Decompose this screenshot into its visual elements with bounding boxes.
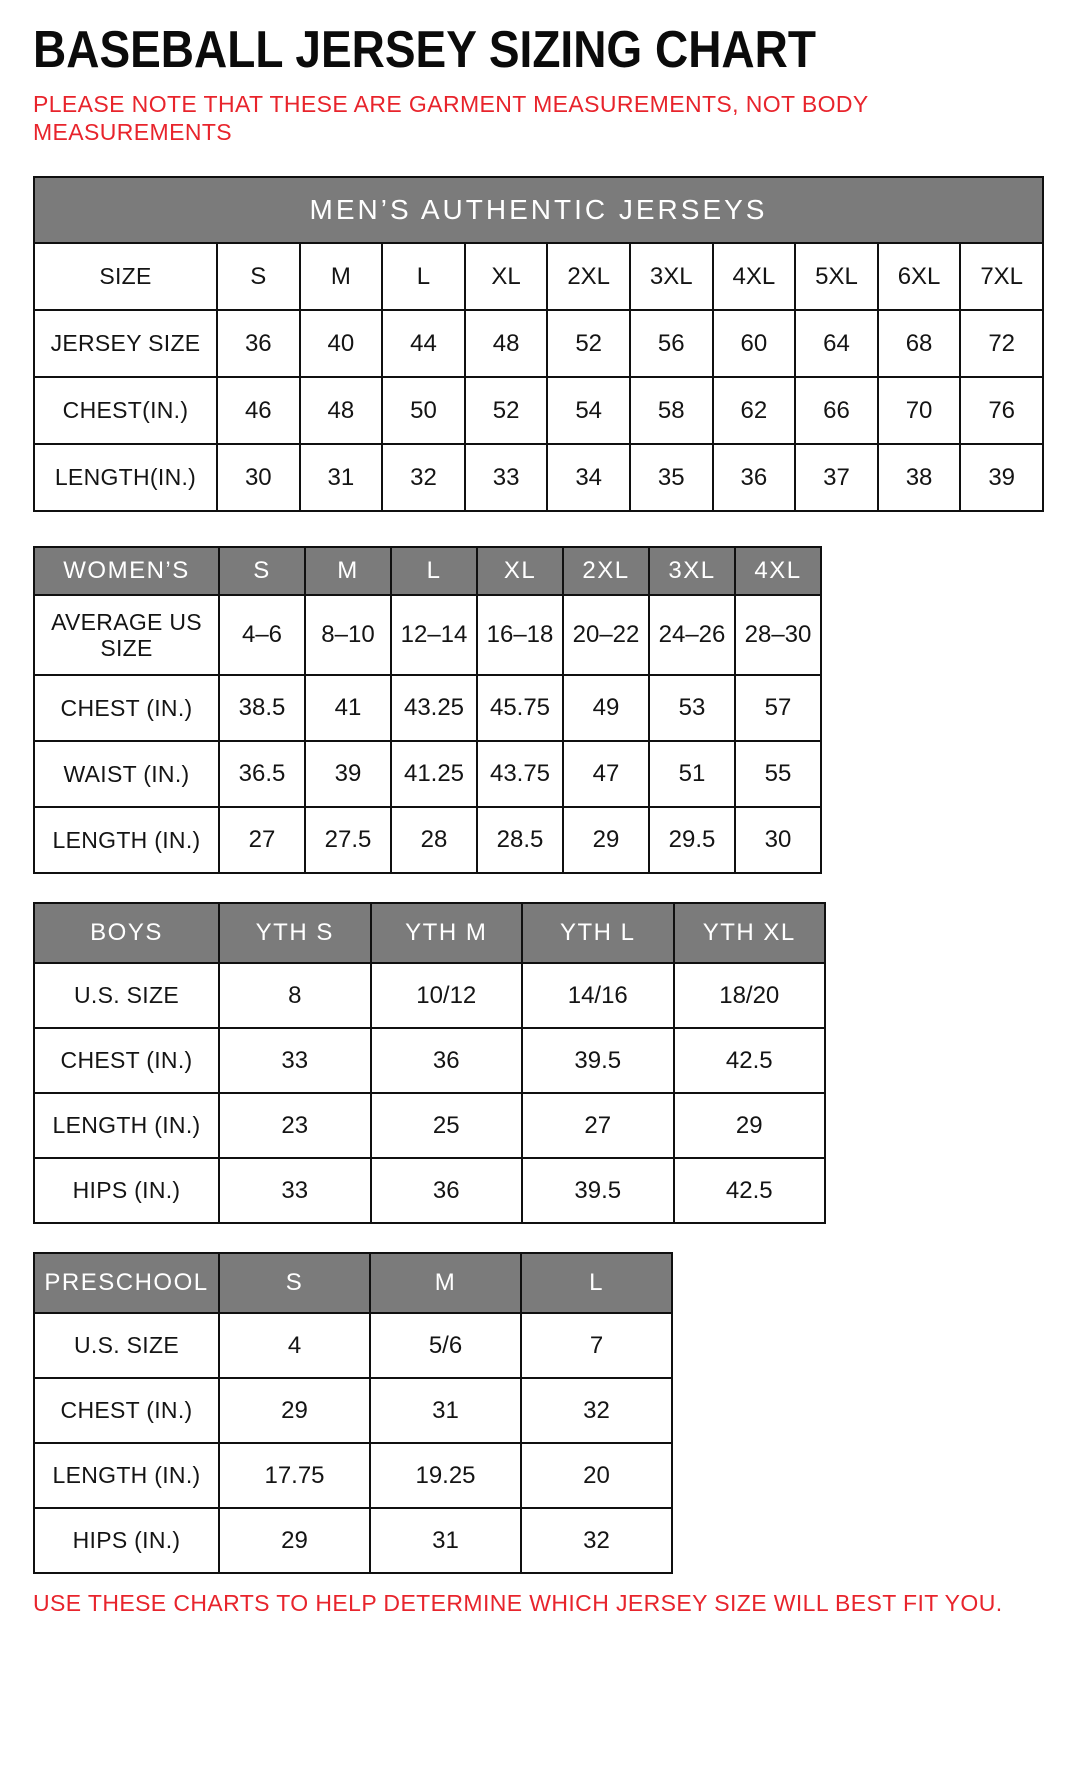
cell: 29 xyxy=(563,807,649,873)
cell: 33 xyxy=(465,444,548,511)
column-header: L xyxy=(521,1253,672,1313)
cell: 36.5 xyxy=(219,741,305,807)
cell: 31 xyxy=(370,1378,521,1443)
cell: 44 xyxy=(382,310,465,377)
cell: 45.75 xyxy=(477,675,563,741)
row-label: LENGTH (IN.) xyxy=(34,1443,219,1508)
cell: 27.5 xyxy=(305,807,391,873)
cell: XL xyxy=(465,243,548,310)
cell: 36 xyxy=(371,1158,523,1223)
table-row xyxy=(34,444,1043,511)
row-label: HIPS (IN.) xyxy=(34,1158,219,1223)
cell: 76 xyxy=(960,377,1043,444)
row-label: U.S. SIZE xyxy=(34,963,219,1028)
cell: 33 xyxy=(219,1158,371,1223)
cell: 20 xyxy=(521,1443,672,1508)
cell: 17.75 xyxy=(219,1443,370,1508)
cell: 39 xyxy=(960,444,1043,511)
row-label: CHEST(IN.) xyxy=(34,377,217,444)
cell: 50 xyxy=(382,377,465,444)
cell: 54 xyxy=(547,377,630,444)
table-header-row xyxy=(34,903,825,963)
cell: 29 xyxy=(219,1508,370,1573)
cell: 35 xyxy=(630,444,713,511)
cell: 43.25 xyxy=(391,675,477,741)
cell: 5/6 xyxy=(370,1313,521,1378)
cell: 27 xyxy=(219,807,305,873)
cell: 32 xyxy=(521,1378,672,1443)
footer-note: USE THESE CHARTS TO HELP DETERMINE WHICH JERSEY SIZE WILL BEST FIT YOU. xyxy=(33,1590,1003,1617)
column-header: YTH XL xyxy=(674,903,826,963)
table-row xyxy=(34,1378,672,1443)
table-row xyxy=(34,1443,672,1508)
table-header-row xyxy=(34,547,821,595)
cell: 24–26 xyxy=(649,595,735,675)
cell: 18/20 xyxy=(674,963,826,1028)
row-label: LENGTH(IN.) xyxy=(34,444,217,511)
cell: 72 xyxy=(960,310,1043,377)
cell: M xyxy=(300,243,383,310)
column-header: YTH M xyxy=(371,903,523,963)
table-row xyxy=(34,310,1043,377)
cell: 57 xyxy=(735,675,821,741)
column-header: YTH L xyxy=(522,903,674,963)
column-header: L xyxy=(391,547,477,595)
cell: 28 xyxy=(391,807,477,873)
cell: 46 xyxy=(217,377,300,444)
row-label: LENGTH (IN.) xyxy=(34,1093,219,1158)
cell: 37 xyxy=(795,444,878,511)
row-label: CHEST (IN.) xyxy=(34,675,219,741)
cell: 55 xyxy=(735,741,821,807)
mens-table-banner: MEN’S AUTHENTIC JERSEYS xyxy=(34,177,1043,243)
table-row xyxy=(34,807,821,873)
cell: 52 xyxy=(547,310,630,377)
cell: 8 xyxy=(219,963,371,1028)
column-header: YTH S xyxy=(219,903,371,963)
cell: 56 xyxy=(630,310,713,377)
cell: 47 xyxy=(563,741,649,807)
womens-sizing-table xyxy=(33,546,822,874)
page-title: BASEBALL JERSEY SIZING CHART xyxy=(33,19,816,79)
row-label: LENGTH (IN.) xyxy=(34,807,219,873)
table-row xyxy=(34,1093,825,1158)
table-row xyxy=(34,1028,825,1093)
cell: 25 xyxy=(371,1093,523,1158)
table-row xyxy=(34,963,825,1028)
cell: 28–30 xyxy=(735,595,821,675)
cell: 32 xyxy=(382,444,465,511)
table-row xyxy=(34,595,821,675)
column-header: XL xyxy=(477,547,563,595)
cell: 7XL xyxy=(960,243,1043,310)
cell: 43.75 xyxy=(477,741,563,807)
cell: 16–18 xyxy=(477,595,563,675)
cell: 12–14 xyxy=(391,595,477,675)
cell: 29.5 xyxy=(649,807,735,873)
cell: 6XL xyxy=(878,243,961,310)
cell: 29 xyxy=(219,1378,370,1443)
cell: 52 xyxy=(465,377,548,444)
cell: 68 xyxy=(878,310,961,377)
table-row xyxy=(34,675,821,741)
cell: 30 xyxy=(217,444,300,511)
row-label: CHEST (IN.) xyxy=(34,1028,219,1093)
table-row xyxy=(34,741,821,807)
preschool-sizing-table xyxy=(33,1252,673,1574)
column-header: S xyxy=(219,547,305,595)
table-row xyxy=(34,1158,825,1223)
cell: 42.5 xyxy=(674,1028,826,1093)
cell: 40 xyxy=(300,310,383,377)
table-row xyxy=(34,243,1043,310)
cell: 14/16 xyxy=(522,963,674,1028)
cell: 28.5 xyxy=(477,807,563,873)
cell: 60 xyxy=(713,310,796,377)
cell: 34 xyxy=(547,444,630,511)
cell: 48 xyxy=(300,377,383,444)
measurement-note: PLEASE NOTE THAT THESE ARE GARMENT MEASUREMENTS, NOT BODY MEASUREMENTS xyxy=(33,91,869,146)
cell: 5XL xyxy=(795,243,878,310)
cell: 62 xyxy=(713,377,796,444)
cell: 38 xyxy=(878,444,961,511)
cell: 42.5 xyxy=(674,1158,826,1223)
cell: 51 xyxy=(649,741,735,807)
cell: 39.5 xyxy=(522,1158,674,1223)
cell: 32 xyxy=(521,1508,672,1573)
cell: 36 xyxy=(371,1028,523,1093)
cell: 4–6 xyxy=(219,595,305,675)
row-label: CHEST (IN.) xyxy=(34,1378,219,1443)
cell: 30 xyxy=(735,807,821,873)
cell: 49 xyxy=(563,675,649,741)
table-row xyxy=(34,1508,672,1573)
row-label: AVERAGE US SIZE xyxy=(34,595,219,675)
cell: 36 xyxy=(713,444,796,511)
column-header: 3XL xyxy=(649,547,735,595)
cell: L xyxy=(382,243,465,310)
table-row xyxy=(34,177,1043,243)
cell: 7 xyxy=(521,1313,672,1378)
row-label: WAIST (IN.) xyxy=(34,741,219,807)
row-label: HIPS (IN.) xyxy=(34,1508,219,1573)
column-header: M xyxy=(305,547,391,595)
cell: 2XL xyxy=(547,243,630,310)
row-label: JERSEY SIZE xyxy=(34,310,217,377)
cell: 29 xyxy=(674,1093,826,1158)
cell: S xyxy=(217,243,300,310)
table-row xyxy=(34,1313,672,1378)
cell: 36 xyxy=(217,310,300,377)
cell: 33 xyxy=(219,1028,371,1093)
cell: 31 xyxy=(300,444,383,511)
column-header: BOYS xyxy=(34,903,219,963)
cell: 41 xyxy=(305,675,391,741)
cell: 23 xyxy=(219,1093,371,1158)
column-header: 2XL xyxy=(563,547,649,595)
boys-sizing-table xyxy=(33,902,826,1224)
table-header-row xyxy=(34,1253,672,1313)
column-header: 4XL xyxy=(735,547,821,595)
cell: 64 xyxy=(795,310,878,377)
mens-sizing-table xyxy=(33,176,1044,512)
column-header: WOMEN’S xyxy=(34,547,219,595)
cell: 4XL xyxy=(713,243,796,310)
cell: 58 xyxy=(630,377,713,444)
cell: 41.25 xyxy=(391,741,477,807)
cell: 8–10 xyxy=(305,595,391,675)
column-header: S xyxy=(219,1253,370,1313)
cell: 27 xyxy=(522,1093,674,1158)
row-label: SIZE xyxy=(34,243,217,310)
cell: 39 xyxy=(305,741,391,807)
cell: 10/12 xyxy=(371,963,523,1028)
column-header: PRESCHOOL xyxy=(34,1253,219,1313)
cell: 66 xyxy=(795,377,878,444)
cell: 20–22 xyxy=(563,595,649,675)
cell: 70 xyxy=(878,377,961,444)
cell: 19.25 xyxy=(370,1443,521,1508)
cell: 3XL xyxy=(630,243,713,310)
table-row xyxy=(34,377,1043,444)
cell: 38.5 xyxy=(219,675,305,741)
cell: 39.5 xyxy=(522,1028,674,1093)
row-label: U.S. SIZE xyxy=(34,1313,219,1378)
cell: 48 xyxy=(465,310,548,377)
cell: 31 xyxy=(370,1508,521,1573)
column-header: M xyxy=(370,1253,521,1313)
cell: 53 xyxy=(649,675,735,741)
cell: 4 xyxy=(219,1313,370,1378)
